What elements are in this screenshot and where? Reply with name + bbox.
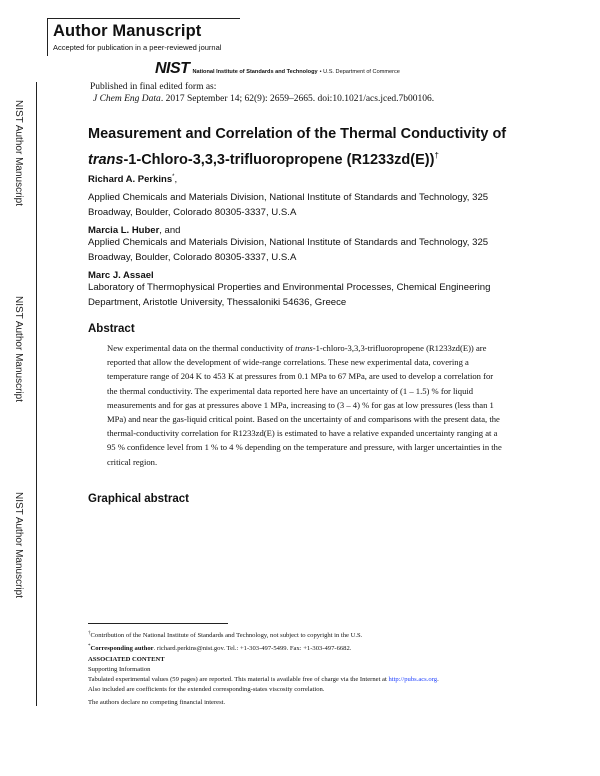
footnote-corr-mark: * xyxy=(88,644,91,649)
journal-name: J Chem Eng Data xyxy=(93,94,161,104)
header-rule xyxy=(47,18,240,19)
manuscript-banner-subtitle: Accepted for publication in a peer-reviewed journal xyxy=(53,43,222,52)
footnote-corr-label: Corresponding author xyxy=(90,645,154,653)
author-1-mark: * xyxy=(172,174,175,180)
footnote-rule xyxy=(88,623,228,624)
footnote-dagger xyxy=(88,631,558,639)
tabulated-post: . xyxy=(437,676,439,683)
footnote-corr-text: . richard.perkins@nist.gov. Tel.: +1-303-497-5499. Fax: +1-303-497-6682. xyxy=(153,645,352,653)
author-2-name: Marcia L. Huber xyxy=(88,225,160,236)
nist-banner xyxy=(155,62,400,76)
author-1-affiliation: Applied Chemicals and Materials Division, National Institute of Standards and Technology, 325 Broadway, Boulder, Colorado 80305-3337, U.S.A xyxy=(88,192,489,218)
author-3-affiliation: Laboratory of Thermophysical Properties and Environmental Processes, Chemical Engineering Department, Aristotle University, Thessaloniki 54636, Greece xyxy=(88,282,491,308)
side-label-1: NIST Author Manuscript xyxy=(13,100,24,206)
title-line-2 xyxy=(88,145,558,171)
published-in-label: Published in final edited form as: xyxy=(90,82,217,92)
author-2-affiliation: Applied Chemicals and Materials Division, National Institute of Standards and Technology, 325 Broadway, Boulder, Colorado 80305-3337, U.S.A xyxy=(88,237,489,263)
author-1 xyxy=(88,174,177,185)
associated-content-heading: ASSOCIATED CONTENT xyxy=(88,656,165,663)
side-label-2: NIST Author Manuscript xyxy=(13,296,24,402)
citation-details: . 2017 September 14; 62(9): 2659–2665. doi:10.1021/acs.jced.7b00106. xyxy=(160,94,435,104)
side-label-3: NIST Author Manuscript xyxy=(13,492,24,598)
title-line-1: Measurement and Correlation of the Thermal Conductivity of xyxy=(88,126,507,142)
header-vertical-rule xyxy=(47,18,48,56)
author-3-name: Marc J. Assael xyxy=(88,270,154,281)
paper-title xyxy=(88,124,558,171)
tabulated-values-note xyxy=(88,676,558,683)
abstract-pre: New experimental data on the thermal conductivity of xyxy=(107,343,296,353)
competing-interest-note: The authors declare no competing financial interest. xyxy=(88,699,226,706)
nist-logo: NIST xyxy=(155,60,190,77)
author-1-name: Richard A. Perkins xyxy=(88,174,173,186)
nist-department: • U.S. Department of Commerce xyxy=(319,69,400,75)
title-rest: -1-Chloro-3,3,3-trifluoropropene (R1233zd(E)) xyxy=(123,151,435,168)
supporting-information: Supporting Information xyxy=(88,666,151,673)
abstract-post: -1-chloro-3,3,3-trifluoropropene (R1233zd(E)) are reported that allow the development of wide-range correlations. These new experimental data, covering a temperature range of 204 K to 453 K at pressures from 0.1 MPa to 67 MPa, are used to develop a correlation for the thermal conductivity. The experimental data reported here have an uncertainty of (1 – 1.5) % for liquid measurements and for gas at pressures above 1 MPa, increasing to (3 – 4) % for gas at low pressures (less than 1 MPa) and near the gas-liquid critical point. Based on the uncertainty of and comparisons with the present data, the thermal-conductivity correlation for R1233zd(E) is estimated to have a relative expanded uncertainty ranging at a 95 % confidence level from 1 % to 4 % depending on the temperature and pressure, with larger uncertainties in the critical region. xyxy=(107,343,502,467)
footnote-dagger-text: Contribution of the National Institute of Standards and Technology, not subject to copyright in the U.S. xyxy=(90,632,363,640)
title-dagger: † xyxy=(434,151,439,160)
author-2-suffix: , and xyxy=(159,225,181,236)
tabulated-pre: Tabulated experimental values (59 pages) are reported. This material is available free of charge via the Internet at xyxy=(88,676,389,683)
coefficients-note: Also included are coefficients for the extended corresponding-states viscosity correlation. xyxy=(88,686,325,693)
abstract-italic: trans xyxy=(295,343,313,353)
abstract-text xyxy=(107,341,503,469)
graphical-abstract-heading: Graphical abstract xyxy=(88,493,189,505)
nist-name: National Institute of Standards and Technology xyxy=(192,69,318,75)
pubs-acs-link[interactable]: http://pubs.acs.org xyxy=(388,676,438,683)
manuscript-banner-title: Author Manuscript xyxy=(53,22,202,40)
footnote-corresponding xyxy=(88,644,558,652)
author-1-suffix: , xyxy=(174,174,178,186)
citation-line xyxy=(93,94,434,104)
margin-rule xyxy=(36,82,37,706)
footnote-dagger-mark: † xyxy=(88,631,91,636)
abstract-heading: Abstract xyxy=(88,323,135,335)
title-italic: trans xyxy=(88,151,124,168)
